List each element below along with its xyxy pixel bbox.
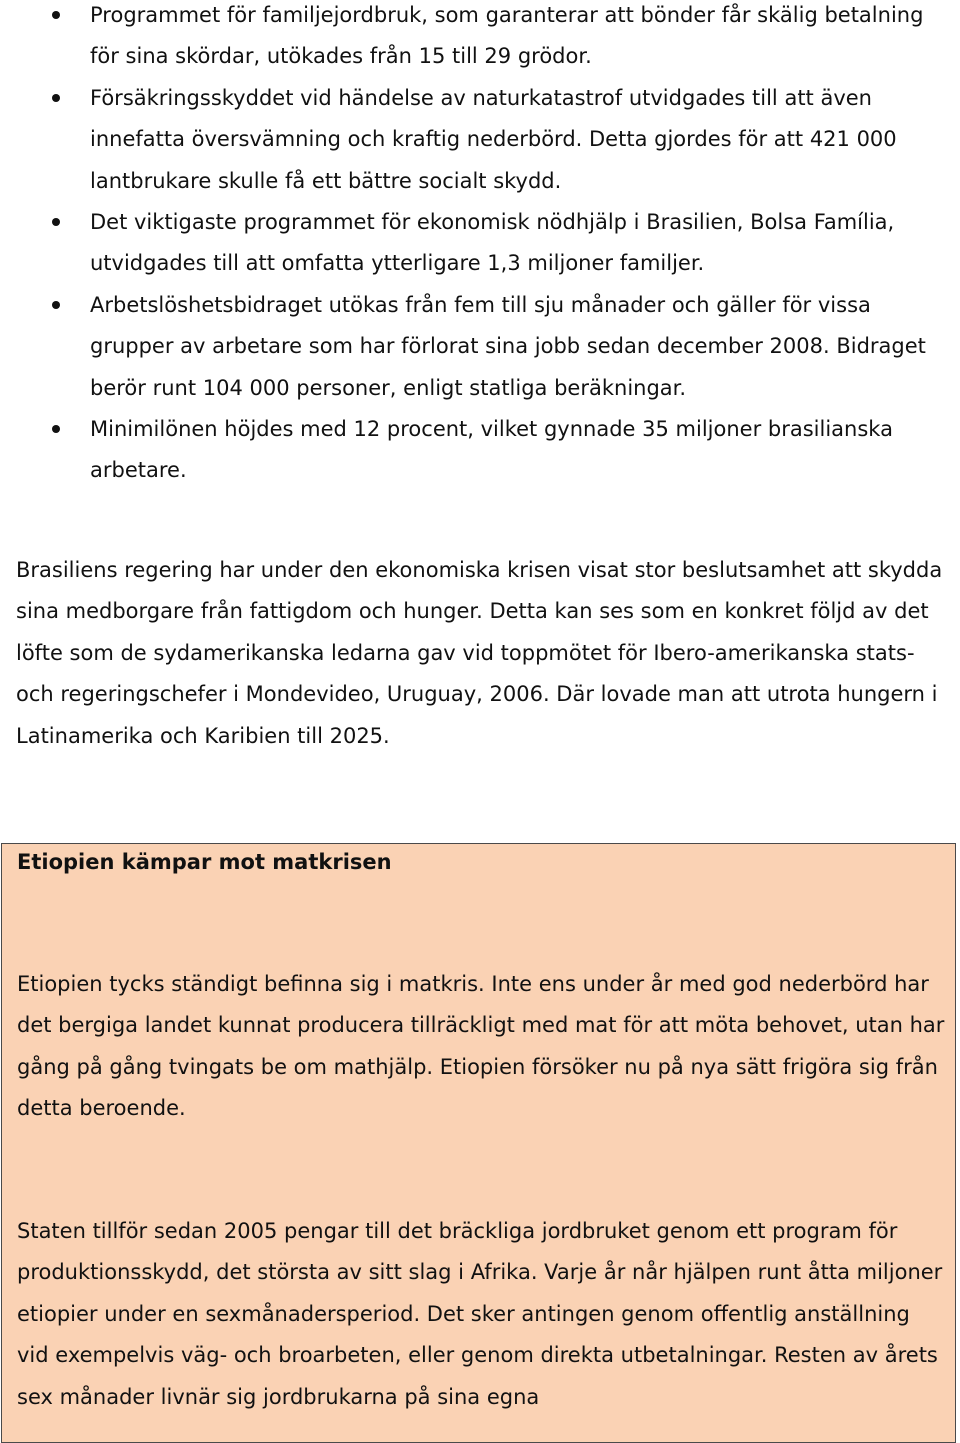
bullet-item	[0, 202, 960, 285]
bullet-dot-icon	[52, 301, 60, 309]
bullet-text: Arbetslöshetsbidraget utökas från fem till sju månader och gäller för vissa grupper av arbetare som har förlorat sina jobb sedan december 2008. Bidraget berör runt 104 000 personer, enligt statliga beräkningar.	[90, 292, 926, 400]
fact-box	[1, 843, 956, 1443]
bullet-item	[0, 409, 960, 492]
bullet-text: Försäkringsskyddet vid händelse av naturkatastrof utvidgades till att även innefatta översvämning och kraftig nederbörd. Detta gjordes för att 421 000 lantbrukare skulle få ett bättre socialt skydd.	[90, 85, 897, 193]
bullet-list	[0, 0, 960, 492]
bullet-text: Minimilönen höjdes med 12 procent, vilket gynnade 35 miljoner brasilianska arbetare.	[90, 417, 893, 483]
fact-box-paragraph: Staten tillför sedan 2005 pengar till det bräckliga jordbruket genom ett program för produktionsskydd, det största av sitt slag i Afrika. Varje år når hjälpen runt åtta miljoner etiopier under en sexmånadersperiod. Det sker antingen genom offentlig anställning vid exempelvis väg- och broarbeten, eller genom direkta utbetalningar. Resten av årets sex månader livnär sig jordbrukarna på sina egna	[17, 1219, 943, 1409]
fact-box-paragraph: Etiopien tycks ständigt befinna sig i matkris. Inte ens under år med god nederbörd har det bergiga landet kunnat producera tillräckligt med mat för att möta behovet, utan har gång på gång tvingats be om mathjälp. Etiopien försöker nu på nya sätt frigöra sig från detta beroende.	[17, 972, 945, 1121]
bullet-item	[0, 0, 960, 78]
bullet-dot-icon	[52, 11, 60, 19]
fact-box-heading: Etiopien kämpar mot matkrisen	[17, 850, 392, 874]
bullet-text: Programmet för familjejordbruk, som garanterar att bönder får skälig betalning för sina skördar, utökades från 15 till 29 grödor.	[90, 3, 924, 69]
bullet-dot-icon	[52, 218, 60, 226]
bullet-text: Det viktigaste programmet för ekonomisk nödhjälp i Brasilien, Bolsa Família, utvidgades till att omfatta ytterligare 1,3 miljoner familjer.	[90, 210, 895, 276]
bullet-dot-icon	[52, 94, 60, 102]
body-paragraph: Brasiliens regering har under den ekonomiska krisen visat stor beslutsamhet att skydda sina medborgare från fattigdom och hunger. Detta kan ses som en konkret följd av det löfte som de sydamerikanska ledarna gav vid toppmötet för Ibero-amerikanska stats- och regeringschefer i Mondevideo, Uruguay, 2006. Där lovade man att utrota hungern i Latinamerika och Karibien till 2025.	[16, 558, 943, 748]
bullet-item	[0, 78, 960, 202]
bullet-item	[0, 285, 960, 409]
bullet-dot-icon	[52, 425, 60, 433]
